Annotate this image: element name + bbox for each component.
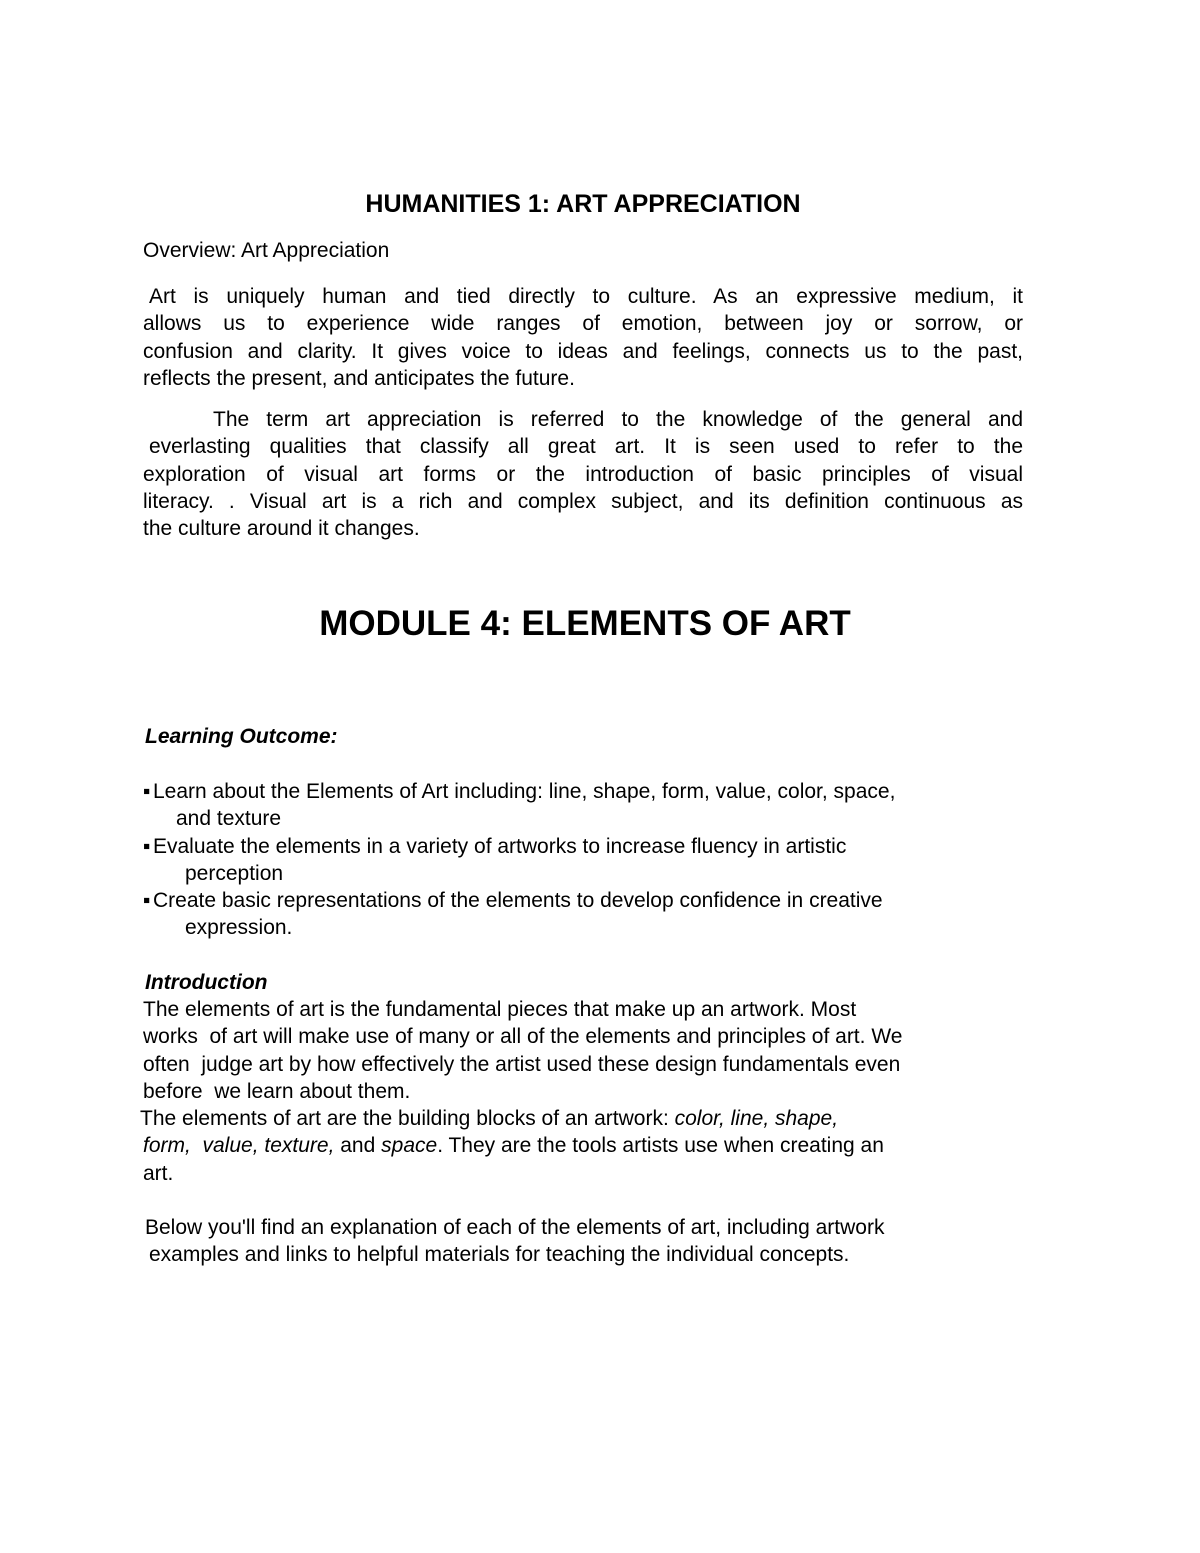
text-span: . They are the tools artists use when creating an: [437, 1134, 884, 1158]
list-item: [143, 833, 895, 860]
paragraph-line: Art is uniquely human and tied directly to culture. As an expressive medium, it: [149, 285, 1023, 308]
list-item-text: Learn about the Elements of Art including: line, shape, form, value, color, space,: [153, 780, 896, 803]
list-item-text: Create basic representations of the elements to develop confidence in creative: [153, 889, 883, 913]
paragraph-line: [140, 1132, 884, 1159]
paragraph-line: exploration of visual art forms or the introduction of basic principles of visual: [143, 462, 1023, 486]
module-title: MODULE 4: ELEMENTS OF ART: [319, 604, 851, 643]
learning-outcome-list: [143, 778, 895, 942]
list-item-continuation: perception: [185, 861, 284, 885]
paragraph-line: literacy. . Visual art is a rich and complex subject, and its definition continuous as: [143, 489, 1023, 513]
overview-label: Overview: Art Appreciation: [143, 239, 390, 262]
paragraph-line: before we learn about them.: [143, 1079, 411, 1103]
paragraph-line: Below you'll find an explanation of each of the elements of art, including artwork: [145, 1216, 885, 1239]
paragraph-line: examples and links to helpful materials for teaching the individual concepts.: [149, 1243, 850, 1267]
bullet-icon: ▪: [143, 889, 151, 913]
overview-paragraph-1: [143, 283, 1023, 392]
paragraph-line: reflects the present, and anticipates the future.: [143, 366, 575, 390]
bullet-icon: ▪: [143, 834, 151, 858]
italic-terms: color, line, shape,: [674, 1107, 839, 1130]
paragraph-line: art.: [143, 1161, 174, 1185]
paragraph-line: The term art appreciation is referred to the knowledge of the general and: [213, 408, 1023, 431]
introduction-heading: Introduction: [145, 971, 268, 994]
bullet-icon: ▪: [143, 780, 151, 803]
paragraph-line: allows us to experience wide ranges of emotion, between joy or sorrow, or: [143, 312, 1023, 336]
learning-outcome-heading: Learning Outcome:: [145, 725, 338, 748]
paragraph-line: everlasting qualities that classify all great art. It is seen used to refer to the: [149, 435, 1023, 459]
introduction-paragraph: [143, 996, 902, 1105]
text-span: The elements of art are the building blocks of an artwork:: [140, 1107, 675, 1130]
below-paragraph: [145, 1214, 884, 1269]
paragraph-line: [140, 1105, 884, 1132]
text-span: and: [334, 1134, 382, 1158]
paragraph-line: confusion and clarity. It gives voice to ideas and feelings, connects us to the past,: [143, 339, 1023, 363]
paragraph-line: works of art will make use of many or all of the elements and principles of art. We: [143, 1025, 903, 1049]
list-item-text: Evaluate the elements in a variety of artworks to increase fluency in artistic: [153, 834, 847, 858]
paragraph-line: often judge art by how effectively the artist used these design fundamentals even: [143, 1052, 901, 1076]
list-item: [143, 778, 895, 805]
italic-terms: space: [381, 1134, 438, 1158]
list-item-continuation: expression.: [185, 916, 293, 940]
list-item: [143, 887, 895, 914]
list-item-continuation: and texture: [176, 807, 282, 831]
overview-paragraph-2: [143, 406, 1023, 542]
document-title: HUMANITIES 1: ART APPRECIATION: [365, 190, 801, 218]
italic-terms: form, value, texture,: [143, 1134, 335, 1158]
paragraph-line: The elements of art is the fundamental pieces that make up an artwork. Most: [143, 998, 857, 1021]
paragraph-line: the culture around it changes.: [143, 517, 420, 541]
elements-paragraph: [140, 1105, 884, 1187]
